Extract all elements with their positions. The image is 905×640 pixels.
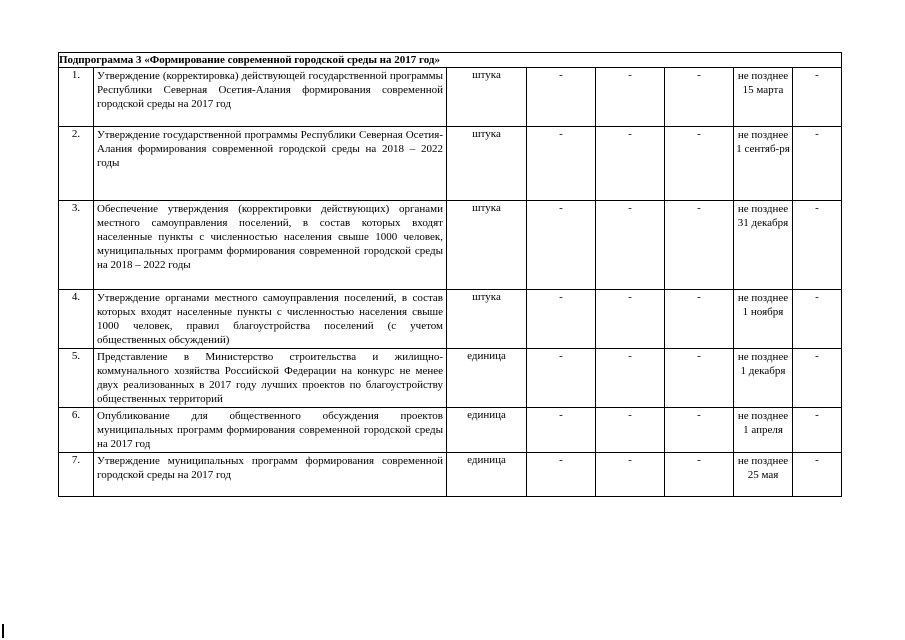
- row-unit: штука: [447, 68, 527, 127]
- table-row: [59, 290, 842, 349]
- row-unit: единица: [447, 408, 527, 453]
- row-value-3: -: [665, 349, 734, 408]
- row-value-2: -: [596, 349, 665, 408]
- row-text: Утверждение государственной программы Республики Северная Осетия-Алания формирования современной городской среды на 2018 – 2022 годы: [94, 127, 447, 201]
- table-row: [59, 68, 842, 127]
- row-last: -: [793, 68, 842, 127]
- row-last: -: [793, 349, 842, 408]
- row-unit: штука: [447, 127, 527, 201]
- row-text: Утверждение муниципальных программ формирования современной городской среды на 2017 год: [94, 453, 447, 497]
- row-value-2: -: [596, 201, 665, 290]
- row-term: не позднее 31 декабря: [734, 201, 793, 290]
- table-row: [59, 127, 842, 201]
- row-term: не позднее 1 апреля: [734, 408, 793, 453]
- section-title: Подпрограмма 3 «Формирование современной городской среды на 2017 год»: [59, 53, 842, 68]
- row-last: -: [793, 201, 842, 290]
- row-value-1: -: [527, 349, 596, 408]
- row-unit: единица: [447, 349, 527, 408]
- row-text: Опубликование для общественного обсуждения проектов муниципальных программ формирования современной городской среды на 2017 год: [94, 408, 447, 453]
- table-row: [59, 408, 842, 453]
- row-last: -: [793, 290, 842, 349]
- section-header-row: [59, 53, 842, 68]
- row-number: 1.: [59, 68, 94, 127]
- row-value-1: -: [527, 290, 596, 349]
- row-value-3: -: [665, 68, 734, 127]
- row-number: 7.: [59, 453, 94, 497]
- plan-table: [58, 52, 842, 497]
- row-value-2: -: [596, 453, 665, 497]
- row-unit: штука: [447, 290, 527, 349]
- row-number: 3.: [59, 201, 94, 290]
- row-text: Обеспечение утверждения (корректировки действующих) органами местного самоуправления поселений, в состав которых входят населенные пункты с численностью населения свыше 1000 человек, муниципальных программ формирования современной городской среды на 2018 – 2022 годы: [94, 201, 447, 290]
- row-term: не позднее 1 сентяб-ря: [734, 127, 793, 201]
- row-unit: единица: [447, 453, 527, 497]
- table-row: [59, 349, 842, 408]
- row-number: 2.: [59, 127, 94, 201]
- row-value-3: -: [665, 127, 734, 201]
- row-last: -: [793, 408, 842, 453]
- row-value-2: -: [596, 290, 665, 349]
- row-value-3: -: [665, 201, 734, 290]
- row-term: не позднее 1 декабря: [734, 349, 793, 408]
- row-unit: штука: [447, 201, 527, 290]
- row-value-3: -: [665, 290, 734, 349]
- row-number: 6.: [59, 408, 94, 453]
- row-value-1: -: [527, 453, 596, 497]
- row-term: не позднее 25 мая: [734, 453, 793, 497]
- row-number: 4.: [59, 290, 94, 349]
- row-text: Утверждение органами местного самоуправления поселений, в состав которых входят населенные пункты с численностью населения свыше 1000 человек, правил благоустройства поселений (с учетом общественных обсуждений): [94, 290, 447, 349]
- row-value-1: -: [527, 127, 596, 201]
- row-value-3: -: [665, 408, 734, 453]
- row-text: Представление в Министерство строительства и жилищно-коммунального хозяйства Российской Федерации на конкурс не менее двух реализованных в 2017 году лучших проектов по благоустройству общественных территорий: [94, 349, 447, 408]
- row-text: Утверждение (корректировка) действующей государственной программы Республики Северная Осетия-Алания формирования современной городской среды на 2017 год: [94, 68, 447, 127]
- row-value-2: -: [596, 68, 665, 127]
- row-value-1: -: [527, 68, 596, 127]
- row-value-1: -: [527, 201, 596, 290]
- row-term: не позднее 1 ноября: [734, 290, 793, 349]
- row-value-1: -: [527, 408, 596, 453]
- row-value-2: -: [596, 127, 665, 201]
- row-last: -: [793, 127, 842, 201]
- row-last: -: [793, 453, 842, 497]
- row-value-2: -: [596, 408, 665, 453]
- table-row: [59, 201, 842, 290]
- scan-edge-mark: [2, 624, 4, 638]
- row-value-3: -: [665, 453, 734, 497]
- row-number: 5.: [59, 349, 94, 408]
- row-term: не позднее 15 марта: [734, 68, 793, 127]
- table-row: [59, 453, 842, 497]
